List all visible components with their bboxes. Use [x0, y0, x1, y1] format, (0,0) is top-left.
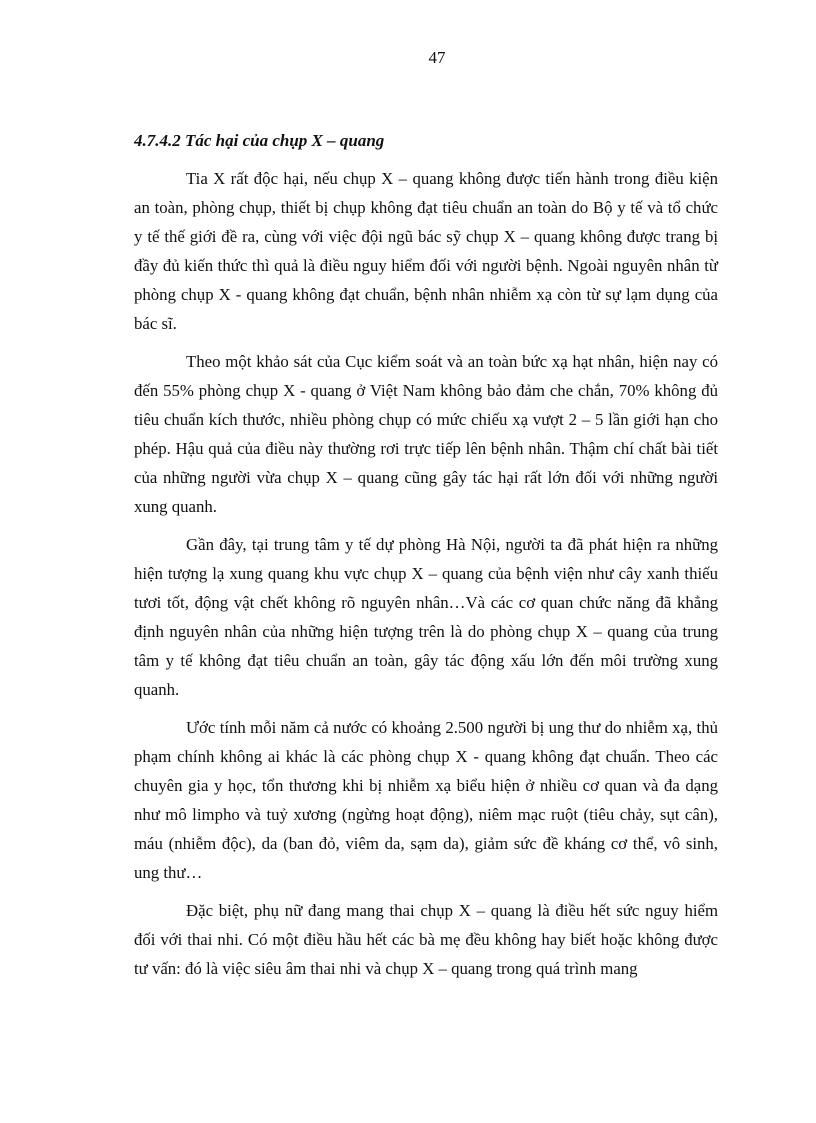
- paragraph-3: Gần đây, tại trung tâm y tế dự phòng Hà Nội, người ta đã phát hiện ra những hiện tượng lạ xung quang khu vực chụp X – quang của bệnh viện như cây xanh thiếu tươi tốt, động vật chết không rõ nguyên nhân…Và các cơ quan chức năng đã khẳng định nguyên nhân của những hiện tượng trên là do phòng chụp X – quang của trung tâm y tế không đạt tiêu chuẩn an toàn, gây tác động xấu lớn đến môi trường xung quanh.: [134, 535, 718, 699]
- paragraph-5: Đặc biệt, phụ nữ đang mang thai chụp X – quang là điều hết sức nguy hiểm đối với thai nhi. Có một điều hầu hết các bà mẹ đều không hay biết hoặc không được tư vấn: đó là việc siêu âm thai nhi và chụp X – quang trong quá trình mang: [134, 901, 718, 978]
- paragraph-2: Theo một khảo sát của Cục kiểm soát và an toàn bức xạ hạt nhân, hiện nay có đến 55% phòng chụp X - quang ở Việt Nam không bảo đảm che chắn, 70% không đủ tiêu chuẩn kích thước, nhiều phòng chụp có mức chiếu xạ vượt 2 – 5 lần giới hạn cho phép. Hậu quả của điều này thường rơi trực tiếp lên bệnh nhân. Thậm chí chất bài tiết của những người vừa chụp X – quang cũng gây tác hại rất lớn đối với những người xung quanh.: [134, 352, 718, 516]
- section-heading: 4.7.4.2 Tác hại của chụp X – quang: [134, 131, 385, 150]
- page-number: 47: [428, 48, 446, 67]
- paragraph-4: Ước tính mỗi năm cả nước có khoảng 2.500 người bị ung thư do nhiễm xạ, thủ phạm chính không ai khác là các phòng chụp X - quang không đạt chuẩn. Theo các chuyên gia y học, tổn thương khi bị nhiễm xạ biểu hiện ở nhiều cơ quan và đa dạng như mô limpho và tuỷ xương (ngừng hoạt động), niêm mạc ruột (tiêu chảy, sụt cân), máu (nhiễm độc), da (ban đỏ, viêm da, sạm da), giảm sức đề kháng cơ thể, vô sinh, ung thư…: [134, 718, 718, 882]
- paragraph-1: Tia X rất độc hại, nếu chụp X – quang không được tiến hành trong điều kiện an toàn, phòng chụp, thiết bị chụp không đạt tiêu chuẩn an toàn do Bộ y tế và tổ chức y tế thế giới đề ra, cùng với việc đội ngũ bác sỹ chụp X – quang không được trang bị đầy đủ kiến thức thì quả là điều nguy hiểm đối với người bệnh. Ngoài nguyên nhân từ phòng chụp X - quang không đạt chuẩn, bệnh nhân nhiễm xạ còn từ sự lạm dụng của bác sĩ.: [134, 169, 718, 333]
- body-text: [134, 164, 718, 992]
